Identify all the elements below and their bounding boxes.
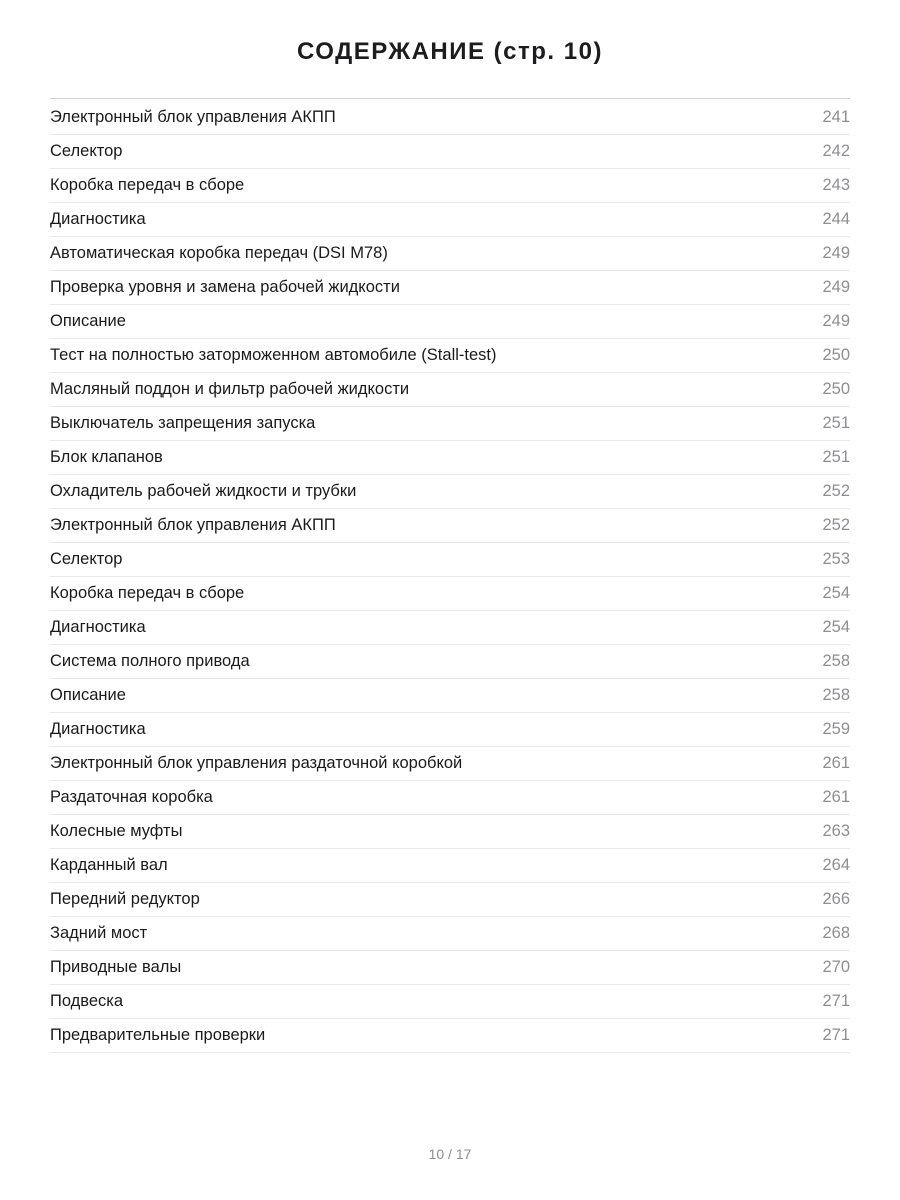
toc-entry-label: Проверка уровня и замена рабочей жидкости	[50, 278, 400, 296]
toc-entry-label: Охладитель рабочей жидкости и трубки	[50, 482, 357, 500]
toc-entry-page: 242	[822, 142, 850, 160]
toc-entry[interactable]	[50, 985, 850, 1019]
toc-entry-page: 243	[822, 176, 850, 194]
toc-entry-label: Выключатель запрещения запуска	[50, 414, 316, 432]
toc-entry[interactable]	[50, 611, 850, 645]
page-indicator: 10 / 17	[428, 1146, 472, 1162]
toc-entry-label: Коробка передач в сборе	[50, 176, 245, 194]
toc-entry-page: 249	[822, 244, 850, 262]
toc-entry[interactable]	[50, 373, 850, 407]
toc-entry[interactable]	[50, 951, 850, 985]
toc-entry-page: 250	[822, 380, 850, 398]
title-divider	[50, 98, 850, 99]
toc-entry-label: Электронный блок управления АКПП	[50, 516, 336, 534]
toc-entry[interactable]	[50, 475, 850, 509]
toc-entry-page: 258	[822, 686, 850, 704]
toc-entry[interactable]	[50, 815, 850, 849]
toc-entry-page: 252	[822, 516, 850, 534]
toc-entry[interactable]	[50, 271, 850, 305]
toc-entry-page: 244	[822, 210, 850, 228]
toc-entry-label: Блок клапанов	[50, 448, 163, 466]
toc-entry-page: 268	[822, 924, 850, 942]
toc-entry[interactable]	[50, 849, 850, 883]
toc-entry[interactable]	[50, 203, 850, 237]
toc-entry[interactable]	[50, 543, 850, 577]
toc-entry-page: 241	[822, 108, 850, 126]
toc-entry[interactable]	[50, 883, 850, 917]
toc-entry[interactable]	[50, 747, 850, 781]
toc-entry[interactable]	[50, 781, 850, 815]
toc-entry[interactable]	[50, 135, 850, 169]
toc-entry[interactable]	[50, 237, 850, 271]
toc-entry-page: 266	[822, 890, 850, 908]
toc-entry-page: 261	[822, 788, 850, 806]
toc-entry-label: Описание	[50, 686, 126, 704]
toc-entry-label: Коробка передач в сборе	[50, 584, 245, 602]
toc-entry[interactable]	[50, 1019, 850, 1053]
toc-entry-page: 249	[822, 278, 850, 296]
toc-entry-label: Диагностика	[50, 618, 146, 636]
toc-entry-label: Карданный вал	[50, 856, 168, 874]
toc-entry-label: Подвеска	[50, 992, 124, 1010]
toc-entry-label: Передний редуктор	[50, 890, 200, 908]
toc-entry-label: Электронный блок управления раздаточной коробкой	[50, 754, 463, 772]
toc-entry[interactable]	[50, 645, 850, 679]
toc-entry-label: Описание	[50, 312, 126, 330]
toc-entry-page: 250	[822, 346, 850, 364]
toc-entry[interactable]	[50, 917, 850, 951]
toc-entry-label: Тест на полностью заторможенном автомобиле (Stall-test)	[50, 346, 497, 364]
toc-entry-page: 254	[822, 584, 850, 602]
toc-entry-page: 258	[822, 652, 850, 670]
toc-entry-page: 261	[822, 754, 850, 772]
toc-entry-page: 271	[822, 992, 850, 1010]
page-title: СОДЕРЖАНИЕ (стр. 10)	[297, 38, 603, 65]
toc-entry[interactable]	[50, 713, 850, 747]
toc-entry[interactable]	[50, 101, 850, 135]
toc-entry-label: Диагностика	[50, 210, 146, 228]
toc-entry[interactable]	[50, 679, 850, 713]
toc-entry-label: Диагностика	[50, 720, 146, 738]
toc-entry-page: 253	[822, 550, 850, 568]
toc-entry-label: Автоматическая коробка передач (DSI M78)	[50, 244, 388, 262]
toc-entry-label: Колесные муфты	[50, 822, 183, 840]
toc-entry-label: Селектор	[50, 142, 123, 160]
toc-entry-label: Предварительные проверки	[50, 1026, 266, 1044]
toc-entry[interactable]	[50, 407, 850, 441]
toc-list	[50, 101, 850, 1053]
toc-entry-page: 271	[822, 1026, 850, 1044]
toc-entry-page: 254	[822, 618, 850, 636]
toc-entry-label: Раздаточная коробка	[50, 788, 213, 806]
toc-entry-label: Задний мост	[50, 924, 148, 942]
toc-entry-label: Селектор	[50, 550, 123, 568]
toc-entry-label: Система полного привода	[50, 652, 250, 670]
toc-entry-page: 270	[822, 958, 850, 976]
toc-entry[interactable]	[50, 509, 850, 543]
toc-entry-page: 251	[822, 448, 850, 466]
toc-entry[interactable]	[50, 169, 850, 203]
toc-entry[interactable]	[50, 305, 850, 339]
toc-entry-label: Электронный блок управления АКПП	[50, 108, 336, 126]
toc-entry-page: 259	[822, 720, 850, 738]
toc-entry[interactable]	[50, 339, 850, 373]
toc-entry-page: 263	[822, 822, 850, 840]
toc-entry[interactable]	[50, 441, 850, 475]
toc-entry-label: Приводные валы	[50, 958, 182, 976]
toc-entry-page: 249	[822, 312, 850, 330]
toc-entry-page: 251	[822, 414, 850, 432]
toc-entry[interactable]	[50, 577, 850, 611]
toc-entry-page: 264	[822, 856, 850, 874]
toc-entry-label: Масляный поддон и фильтр рабочей жидкости	[50, 380, 410, 398]
toc-entry-page: 252	[822, 482, 850, 500]
